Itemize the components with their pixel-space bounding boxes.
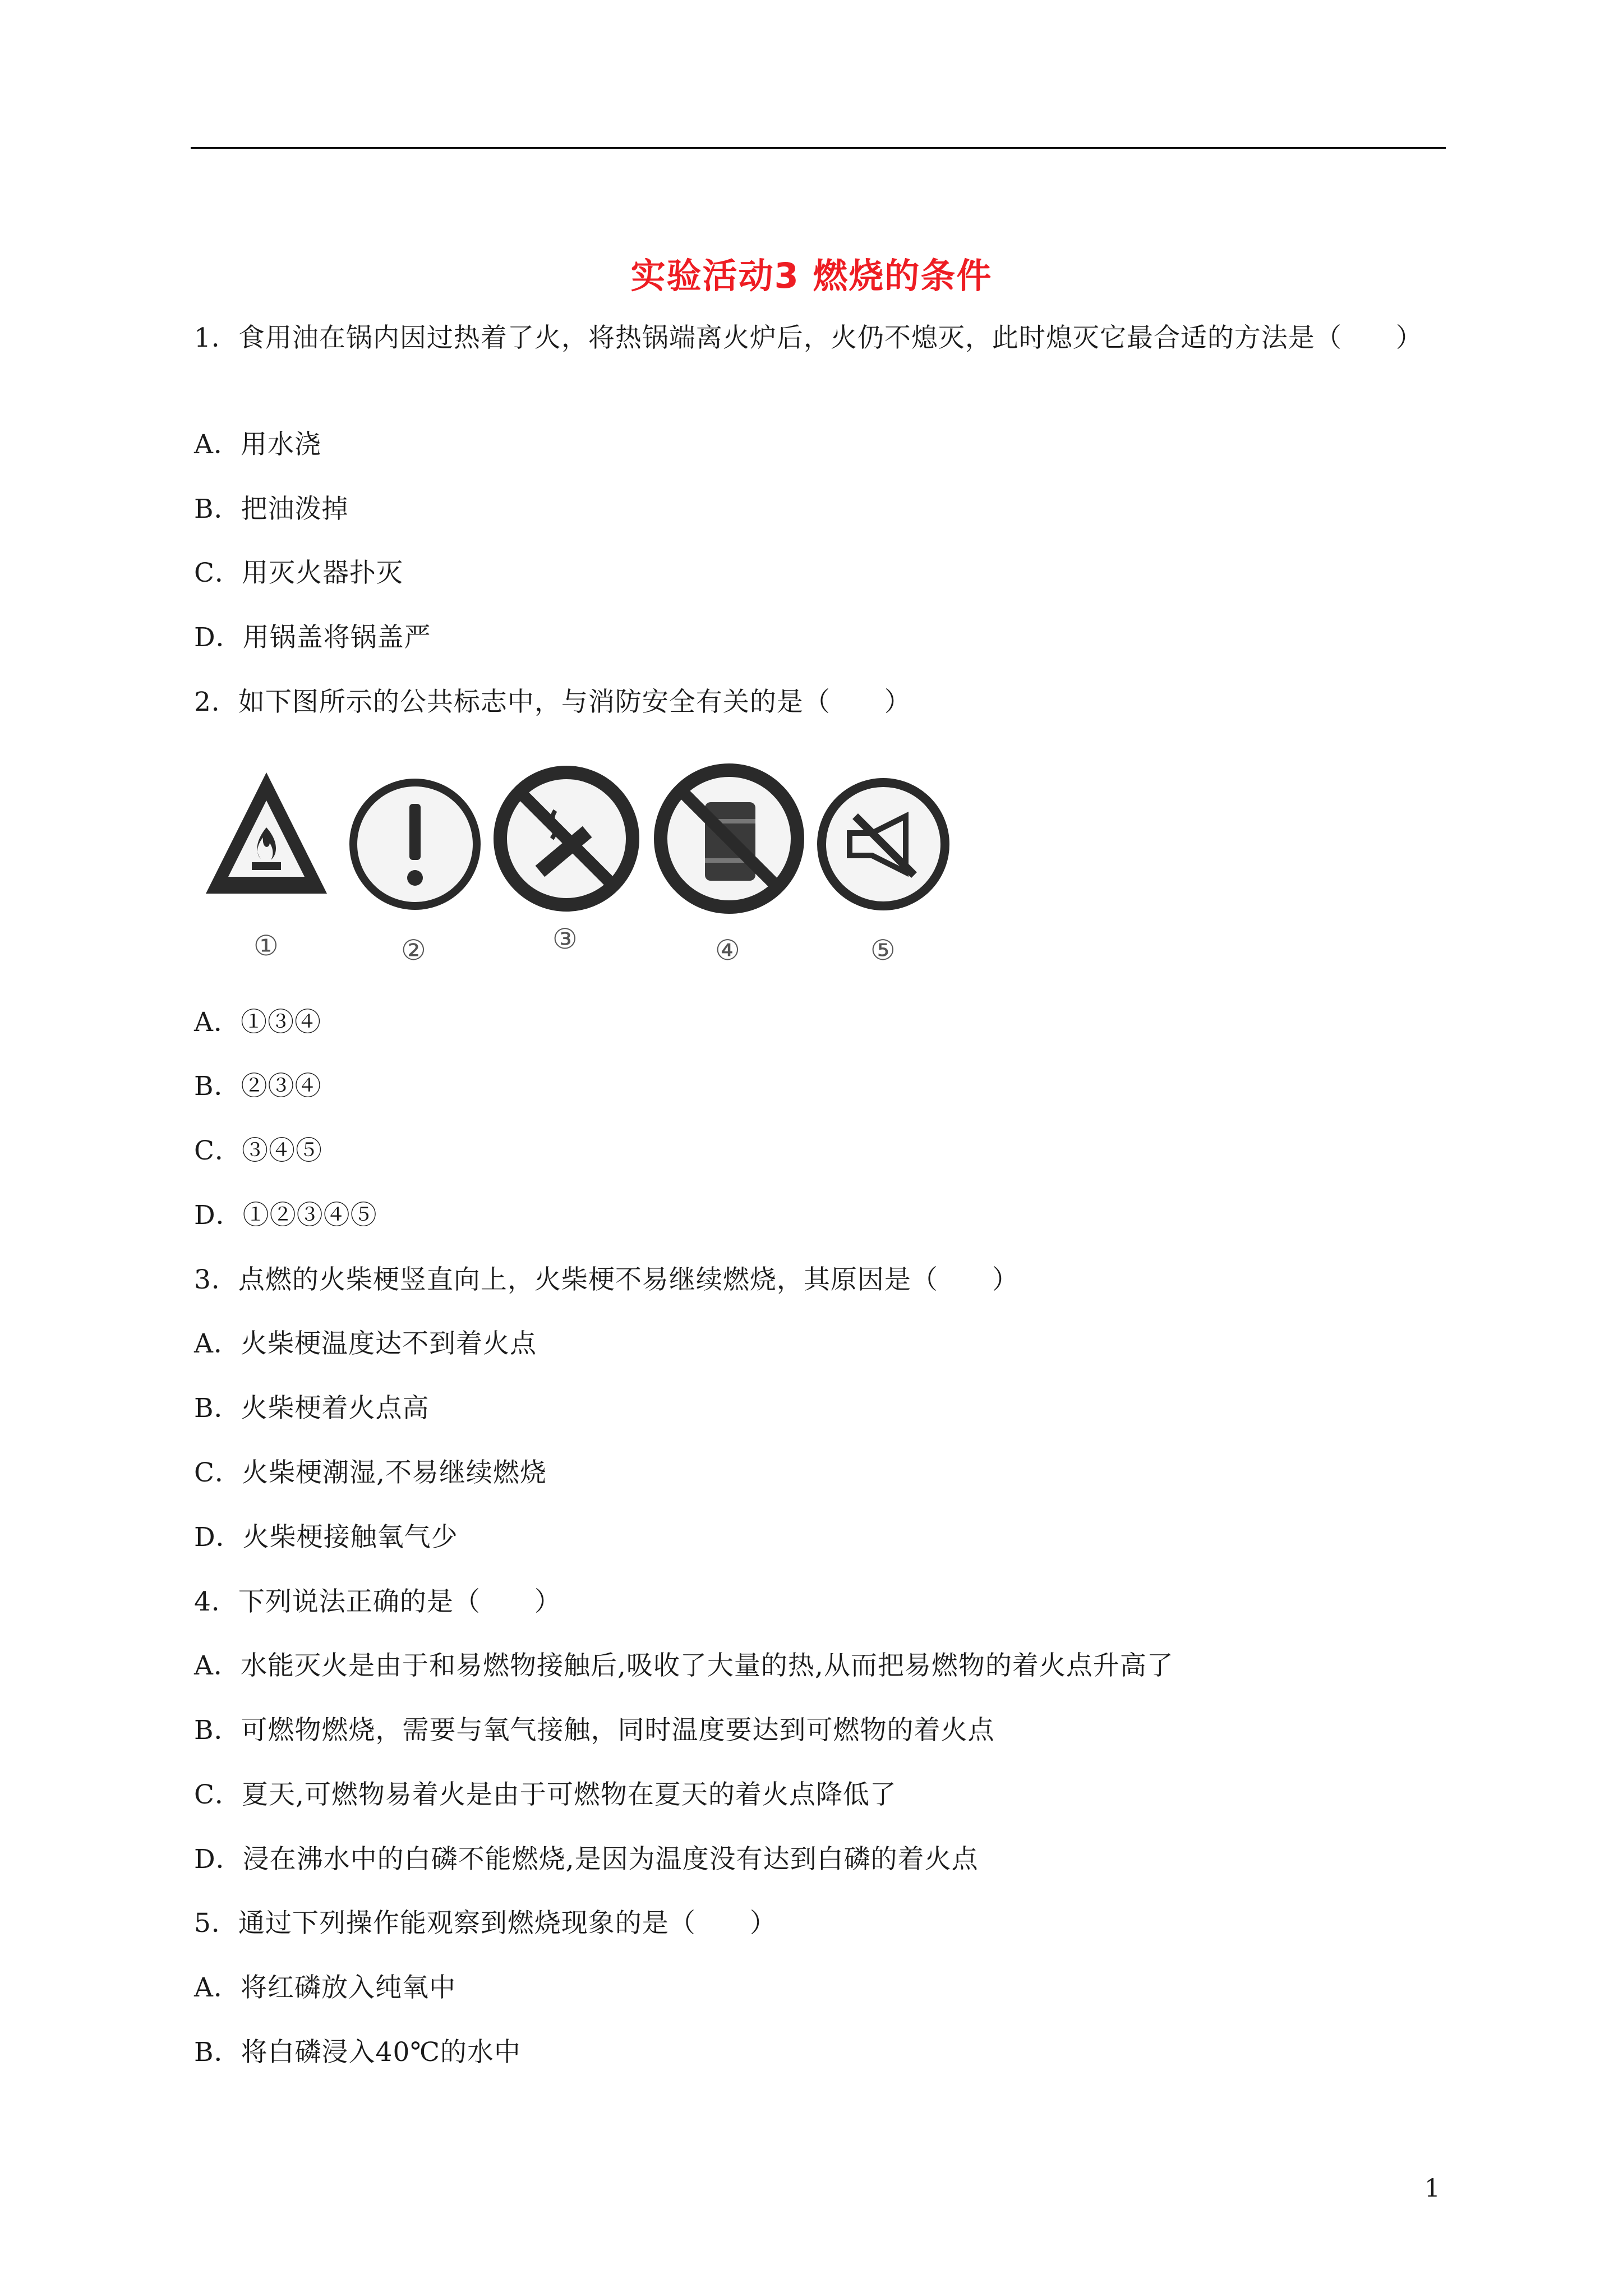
- page-title: 实验活动3 燃烧的条件: [630, 255, 993, 296]
- question-1-option-d: D．用锅盖将锅盖严: [194, 622, 431, 653]
- exclamation-warning-icon: [348, 777, 482, 912]
- sign-caption-1: ①: [253, 930, 279, 962]
- question-2-stem: 2．如下图所示的公共标志中，与消防安全有关的是（ ）: [194, 687, 911, 717]
- question-3-option-d: D．火柴梗接触氧气少: [194, 1522, 458, 1553]
- question-1-option-a: A．用水浇: [194, 429, 321, 460]
- page-number: 1: [1424, 2174, 1440, 2203]
- no-horn-icon: [816, 777, 951, 912]
- question-3-stem: 3．点燃的火柴梗竖直向上，火柴梗不易继续燃烧，其原因是（ ）: [194, 1264, 1019, 1295]
- question-4-stem: 4．下列说法正确的是（ ）: [194, 1586, 561, 1617]
- question-2-option-d: D．①②③④⑤: [194, 1200, 377, 1231]
- question-3-option-b: B．火柴梗着火点高: [194, 1393, 430, 1424]
- question-5-option-b: B．将白磷浸入40℃的水中: [194, 2037, 521, 2068]
- question-1-option-b: B．把油泼掉: [194, 494, 349, 524]
- question-4-option-c: C．夏天,可燃物易着火是由于可燃物在夏天的着火点降低了: [194, 1779, 897, 1810]
- question-3-option-c: C．火柴梗潮湿,不易继续燃烧: [194, 1457, 547, 1488]
- question-2-option-b: B．②③④: [194, 1071, 322, 1102]
- question-4-option-d: D．浸在沸水中的白磷不能燃烧,是因为温度没有达到白磷的着火点: [194, 1844, 979, 1875]
- sign-caption-3: ③: [552, 923, 578, 955]
- no-smoking-icon: [494, 766, 639, 912]
- public-signs-figure: [191, 754, 976, 979]
- question-1-stem: 1．食用油在锅内因过热着了火，将热锅端离火炉后，火仍不熄灭，此时熄灭它最合适的方法是（ ）: [194, 323, 1423, 353]
- sign-caption-5: ⑤: [870, 934, 896, 967]
- question-5-stem: 5．通过下列操作能观察到燃烧现象的是（ ）: [194, 1908, 777, 1939]
- flammable-warning-icon: [199, 766, 334, 906]
- question-1-option-c: C．用灭火器扑灭: [194, 558, 403, 588]
- question-3-option-a: A．火柴梗温度达不到着火点: [194, 1328, 537, 1359]
- question-5-option-a: A．将红磷放入纯氧中: [194, 1972, 456, 2003]
- question-4-option-b: B．可燃物燃烧，需要与氧气接触，同时温度要达到可燃物的着火点: [194, 1715, 995, 1746]
- header-rule: [191, 147, 1446, 149]
- sign-caption-2: ②: [401, 934, 426, 967]
- sign-caption-4: ④: [715, 934, 740, 967]
- question-2-option-c: C．③④⑤: [194, 1135, 322, 1166]
- no-burning-icon: [653, 763, 805, 914]
- question-4-option-a: A．水能灭火是由于和易燃物接触后,吸收了大量的热,从而把易燃物的着火点升高了: [194, 1650, 1174, 1681]
- question-2-option-a: A．①③④: [194, 1007, 321, 1038]
